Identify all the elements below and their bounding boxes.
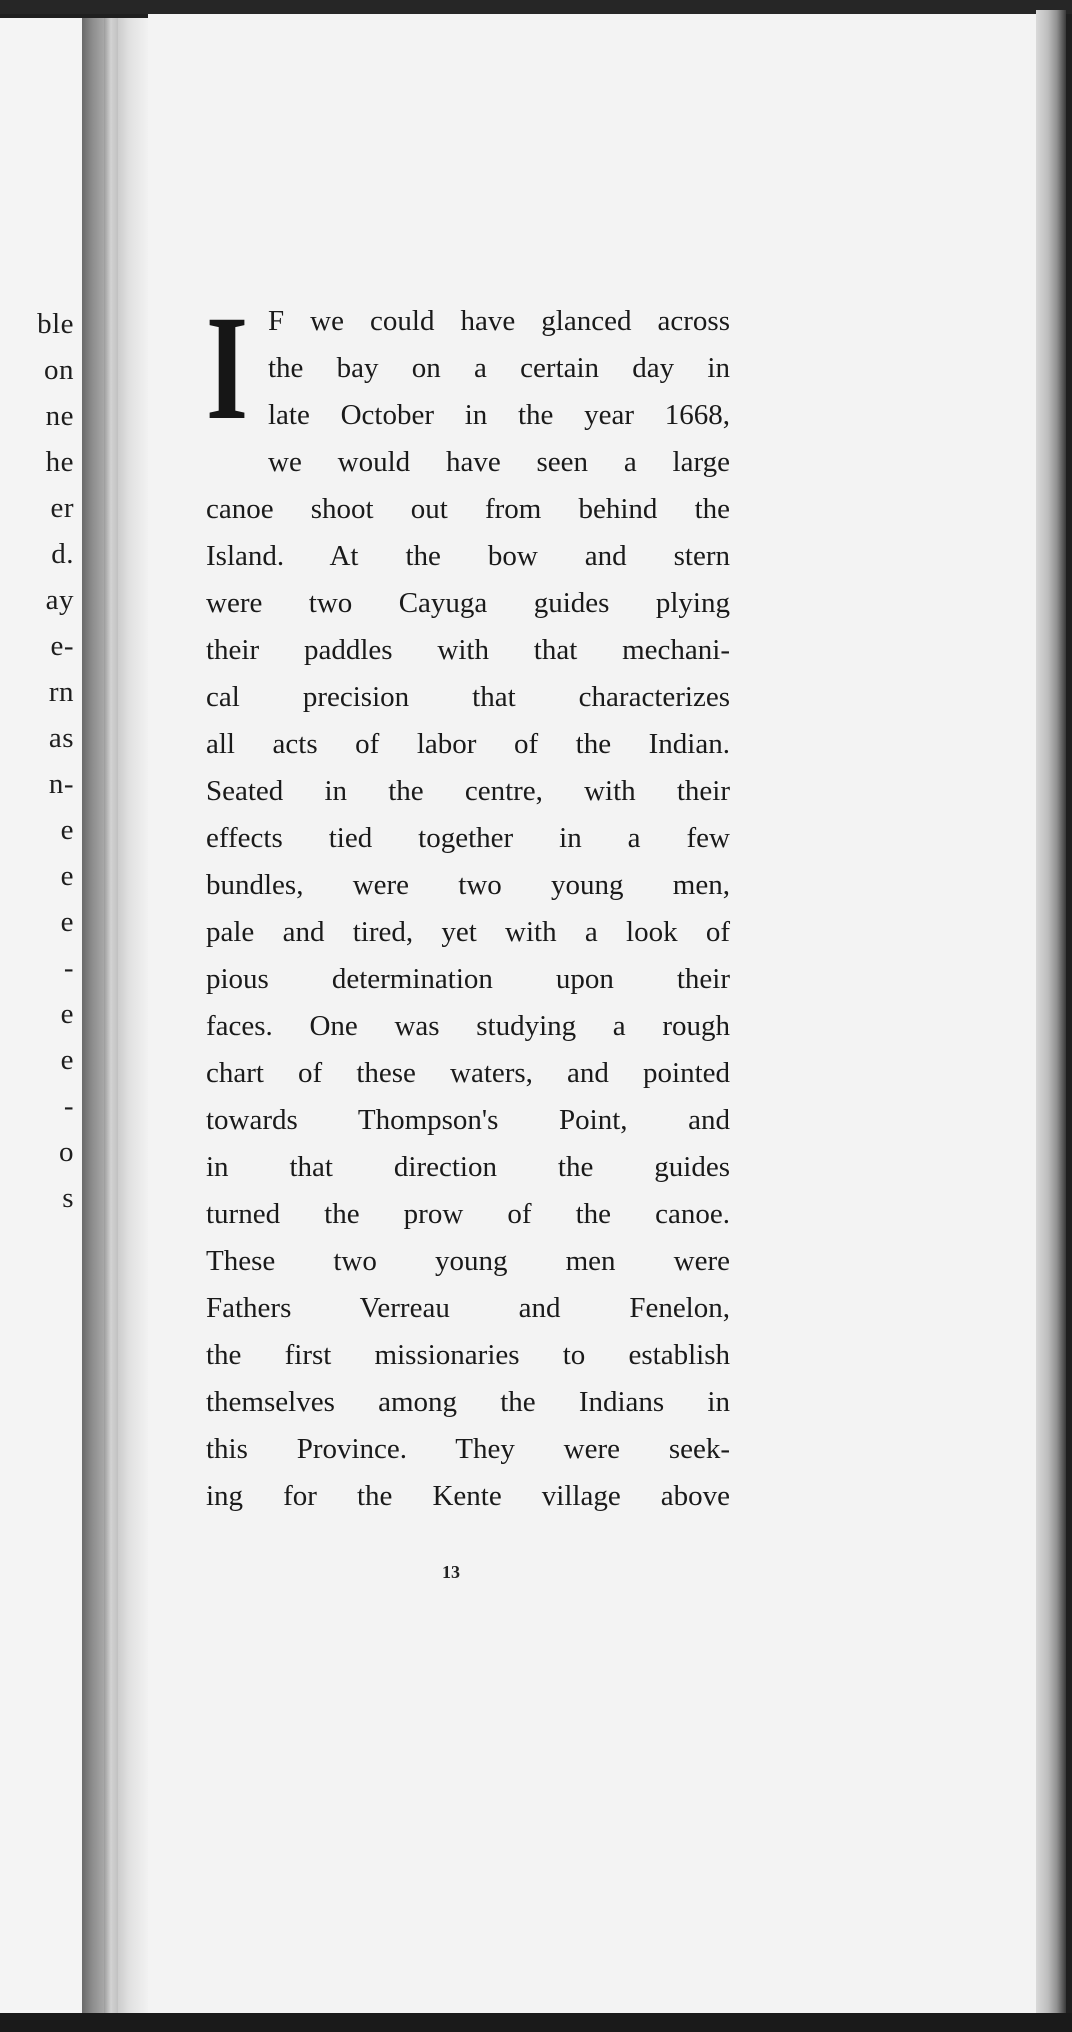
right-page bbox=[148, 14, 1036, 2014]
left-page-fragment: e bbox=[60, 1044, 74, 1076]
page-number: 13 bbox=[442, 1562, 460, 1582]
text-line: we would have seen a large bbox=[268, 446, 730, 478]
left-page bbox=[0, 18, 82, 2013]
text-line: chart of these waters, and pointed bbox=[206, 1057, 730, 1089]
left-page-fragment: he bbox=[45, 446, 74, 478]
left-page-fragment: d. bbox=[51, 538, 74, 570]
drop-cap: I bbox=[206, 285, 249, 451]
gutter-crease bbox=[104, 18, 118, 2013]
left-page-fragment: rn bbox=[48, 676, 74, 708]
text-line: pale and tired, yet with a look of bbox=[206, 916, 730, 948]
text-line: Island. At the bow and stern bbox=[206, 540, 730, 572]
text-line: bundles, were two young men, bbox=[206, 869, 730, 901]
book-gutter bbox=[82, 18, 148, 2013]
text-line: faces. One was studying a rough bbox=[206, 1010, 730, 1042]
left-page-fragment: e bbox=[60, 906, 74, 938]
page-edge bbox=[1036, 10, 1066, 2018]
text-line: the first missionaries to establish bbox=[206, 1339, 730, 1371]
text-line: canoe shoot out from behind the bbox=[206, 493, 730, 525]
text-line: F we could have glanced across bbox=[268, 305, 730, 337]
text-line: the bay on a certain day in bbox=[268, 352, 730, 384]
left-page-fragment: - bbox=[63, 952, 74, 984]
text-line: themselves among the Indians in bbox=[206, 1386, 730, 1418]
text-line: late October in the year 1668, bbox=[268, 399, 730, 431]
text-line: effects tied together in a few bbox=[206, 822, 730, 854]
left-page-fragment: ay bbox=[45, 584, 74, 616]
left-page-fragment: er bbox=[50, 492, 74, 524]
left-page-fragment: on bbox=[44, 354, 74, 386]
text-line: turned the prow of the canoe. bbox=[206, 1198, 730, 1230]
left-page-fragment: e bbox=[60, 998, 74, 1030]
left-page-fragment: o bbox=[59, 1136, 74, 1168]
text-line: in that direction the guides bbox=[206, 1151, 730, 1183]
text-line: all acts of labor of the Indian. bbox=[206, 728, 730, 760]
text-line: These two young men were bbox=[206, 1245, 730, 1277]
text-line: ing for the Kente village above bbox=[206, 1480, 730, 1512]
left-page-fragment: n- bbox=[48, 768, 74, 800]
text-line: Fathers Verreau and Fenelon, bbox=[206, 1292, 730, 1324]
top-shadow bbox=[0, 0, 1072, 14]
left-page-fragment: ble bbox=[37, 308, 74, 340]
text-line: cal precision that characterizes bbox=[206, 681, 730, 713]
text-line: their paddles with that mechani- bbox=[206, 634, 730, 666]
text-line: towards Thompson's Point, and bbox=[206, 1104, 730, 1136]
text-line: this Province. They were seek- bbox=[206, 1433, 730, 1465]
left-page-fragment: s bbox=[62, 1182, 74, 1214]
bottom-shadow bbox=[0, 2013, 1072, 2032]
text-line: pious determination upon their bbox=[206, 963, 730, 995]
left-page-fragment: - bbox=[63, 1090, 74, 1122]
left-page-fragment: e bbox=[60, 860, 74, 892]
body-text bbox=[206, 285, 730, 1520]
text-line: were two Cayuga guides plying bbox=[206, 587, 730, 619]
left-page-fragment: ne bbox=[45, 400, 74, 432]
left-page-fragment: e- bbox=[50, 630, 74, 662]
left-page-fragment: e bbox=[60, 814, 74, 846]
text-line: Seated in the centre, with their bbox=[206, 775, 730, 807]
left-page-fragment: as bbox=[48, 722, 74, 754]
